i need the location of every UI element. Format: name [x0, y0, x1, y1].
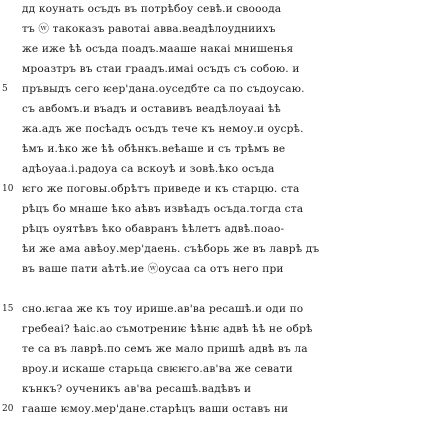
text-line: ѣи же ама авѣоу.мер'даень. съѣборь же въ лаврѣ дъ [22, 243, 320, 255]
text-line: дд коунать осъдъ въ потрѣбоу севѣ.и свооода [22, 3, 282, 15]
text-line: пръвыдъ сего ѥер'дана.оуседбте са по съдоусаю. [22, 83, 305, 95]
text-line: въ ваше пати аѣтѣ.ие ⓦоусаа са отъ него при [22, 263, 284, 275]
line-number: 20 [2, 404, 14, 414]
text-line: же иже ѣѣ осъда поадъ.мааше накаі мнишенья [22, 43, 294, 55]
text-line: жа.адъ же посѣадъ осъдъ тече къ немоу.и оусрѣ. [22, 123, 304, 135]
text-line: адѣоуаа.і.радоуа са вскоуѣ и зовѣ.ѣко осъда [22, 163, 275, 175]
text-line: рѣцъ оуятѣвъ ѣко обавранъ ѣѣлетъ адвѣ.поао- [22, 223, 285, 235]
line-number: 5 [2, 84, 8, 94]
text-line: сно.ѥгаа же къ тоу ирише.ав'ва ресашѣ.и оди по [22, 303, 304, 315]
text-line: ѥго же поговы.обрѣтъ приведе и къ старцю. ста [22, 183, 300, 195]
text-line: съ авбомъ.и въадъ и оставивъ веадѣлоуааі ѣѣ [22, 103, 281, 115]
text-line: вроу.и искаше старьца свѥѥго.ав'ва же севати [22, 363, 293, 375]
text-line: ѣмъ и.ѣко же ѣѣ обѣнкъ.веѣаше и съ трѣмъ ве [22, 143, 286, 155]
line-number: 15 [2, 304, 14, 314]
text-line: гааше ѥмоу.мер'дане.старѣцъ ваши оставъ ни [22, 403, 289, 415]
line-number: 10 [2, 184, 14, 194]
text-line: те са въ лаврѣ.по семъ же мало пришѣ адвѣ въ ла [22, 343, 308, 355]
text-line: гребеаі? ѣаіс.ао съмотрениѥ ѣѣнѥ адвѣ ѣѣ не обрѣ [22, 323, 313, 335]
text-line: тъ ⓦ такоказъ равотаі аввa.веадѣлоудниихъ [22, 23, 276, 35]
text-line: кънкъ? оученикъ ав'ва ресашѣ.вадѣвъ и [22, 383, 252, 395]
text-line: рѣцъ бо мнаше ѣко аѣвъ извѣадъ осъда.тогда ста [22, 203, 304, 215]
text-line: мроазтръ въ стаи граадъ.имаі осъдъ съ собою. и [22, 63, 300, 75]
